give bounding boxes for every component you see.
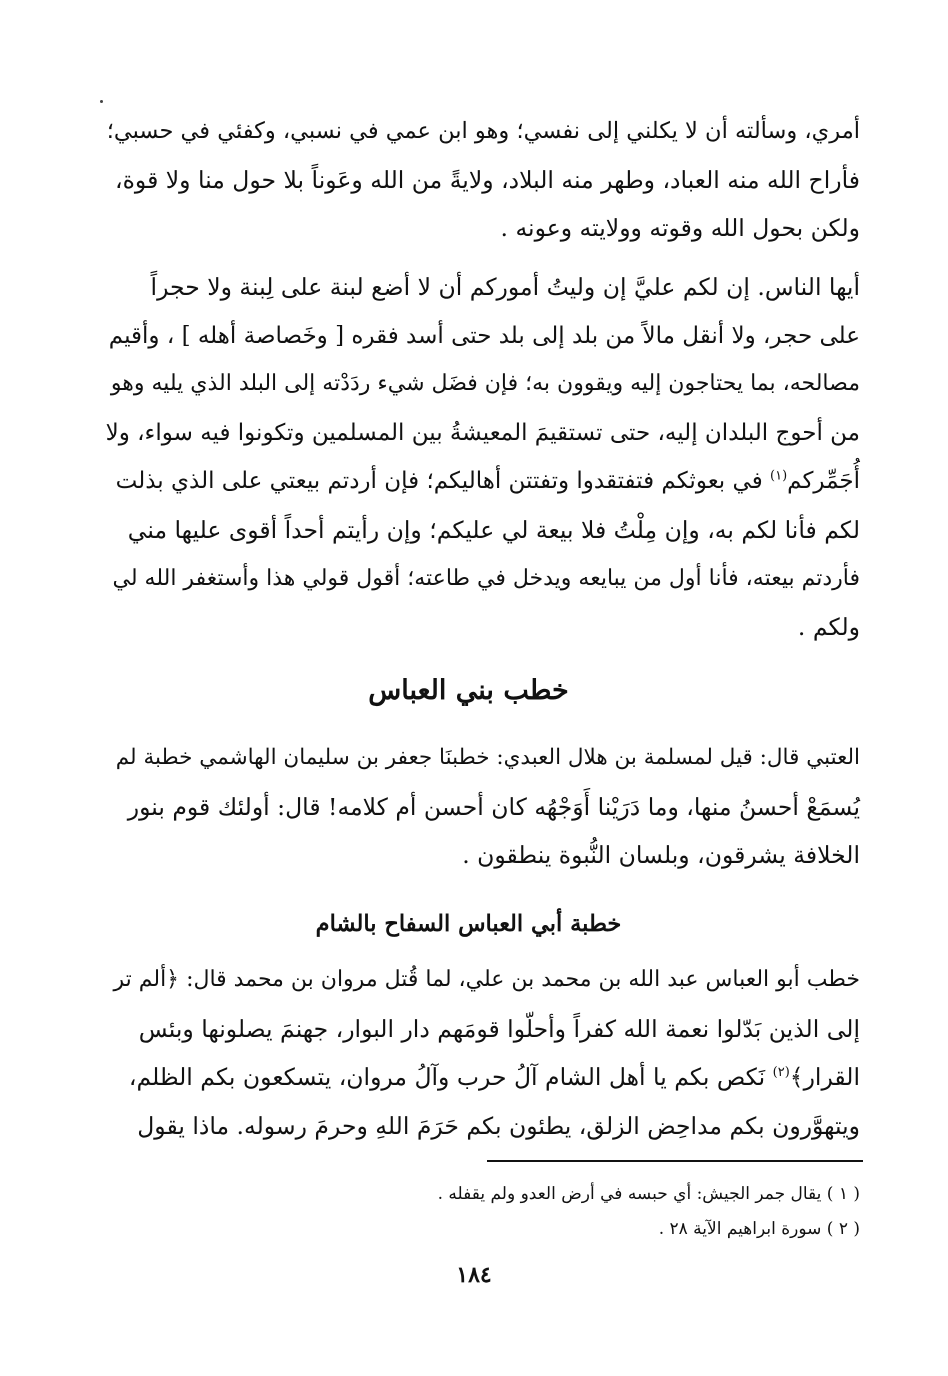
section-heading: خطب بني العباس [368,675,569,706]
text-line [103,457,860,506]
paragraph-3 [103,734,860,880]
text-line: فأراح الله منه العباد، وطهر منه البلاد، ولايةً من الله وعَوناً بلا حول منا ولا قوة، [115,165,860,194]
text-line: على حجر، ولا أنقل مالاً من بلد إلى بلد حتى أسد فقره [ وخَصاصة أهله ] ، وأقيم [108,322,860,349]
subsection-heading: خطبة أبي العباس السفاح بالشام [315,911,622,937]
text-line: لكم فأنا لكم به، وإن مِلْتُ فلا بيعة لي عليكم؛ وإن رأيتم أحداً أقوى عليها مني [127,515,860,544]
text-line: ولكن بحول الله وقوته وولايته وعونه . [500,214,860,243]
footnote-divider [487,1160,863,1162]
text-line: مصالحه، بما يحتاجون إليه ويقوون به؛ فإن فضَل شيء ردَدْته إلى البلد الذي يليه وهو [110,371,860,397]
text-line: ولكم . [797,613,860,642]
paragraph-4 [103,956,860,1150]
footnote-2: ( ٢ ) سورة ابراهيم الآية ٢٨ . [658,1219,860,1239]
footnote-ref-2[interactable]: (٢) [772,1065,790,1081]
text-fragment: في بعوثكم فتفتقدوا وتفتتن أهاليكم؛ فإن أردتم بيعتي على الذي بذلت [115,468,763,495]
text-line: ويتهوَّرون بكم مداحِض الزلق، يطئون بكم حَرَمَ اللهِ وحرمَ رسوله. ماذا يقول [137,1111,860,1140]
footnote-1: ( ١ ) يقال جمر الجيش: أي حبسه في أرض العدو ولم يقفله . [437,1184,860,1204]
text-line: الخلافة يشرقون، وبلسان النُّبوة ينطقون . [462,841,860,870]
text-line: يُسمَعْ أحسنُ منها، وما دَرَيْنا أَوَجْهُه كان أحسن أم كلامه! قال: أولئك قوم بنور [127,792,860,821]
footnotes [100,1177,860,1247]
text-line: فأردتم بيعته، فأنا أول من يبايعه ويدخل في طاعته؛ أقول قولي هذا وأستغفر الله لي [112,565,860,591]
text-line: أمري، وسألته أن لا يكلني إلى نفسي؛ وهو ابن عمي في نسبي، وكفئي في حسبي؛ [106,118,860,144]
paragraph-2 [103,263,860,652]
scan-speck [100,100,103,103]
text-fragment: نَكص بكم يا أهل الشام آلُ حرب وآلُ مروان، يتسكعون بكم الظلم، [128,1063,766,1092]
text-fragment: أُجَمِّركم [787,468,860,495]
text-line: من أحوج البلدان إليه، حتى تستقيمَ المعيشةُ بين المسلمين وتكونوا فيه سواء، ولا [105,419,860,446]
text-line: العتبي قال: قيل لمسلمة بن هلال العبدي: خطبنَا جعفر بن سليمان الهاشمي خطبة لم [115,745,860,770]
text-line [103,1053,860,1102]
text-line: خطب أبو العباس عبد الله بن محمد بن علي، لما قُتل مروان بن محمد قال: ﴿ألم تر [113,967,860,992]
text-line: أيها الناس. إن لكم عليَّ إن وليتُ أموركم أن لا أضع لبنة على لِبنة ولا حجراً [150,273,860,301]
paragraph-1 [103,107,860,253]
page-number: ١٨٤ [456,1262,492,1288]
text-fragment: القرار﴾ [789,1063,860,1092]
text-line: إلى الذين بَدّلوا نعمة الله كفراً وأحلّوا قومَهم دار البوار، جهنمَ يصلونها وبئس [138,1014,860,1043]
footnote-ref-1[interactable]: (١) [770,468,788,484]
